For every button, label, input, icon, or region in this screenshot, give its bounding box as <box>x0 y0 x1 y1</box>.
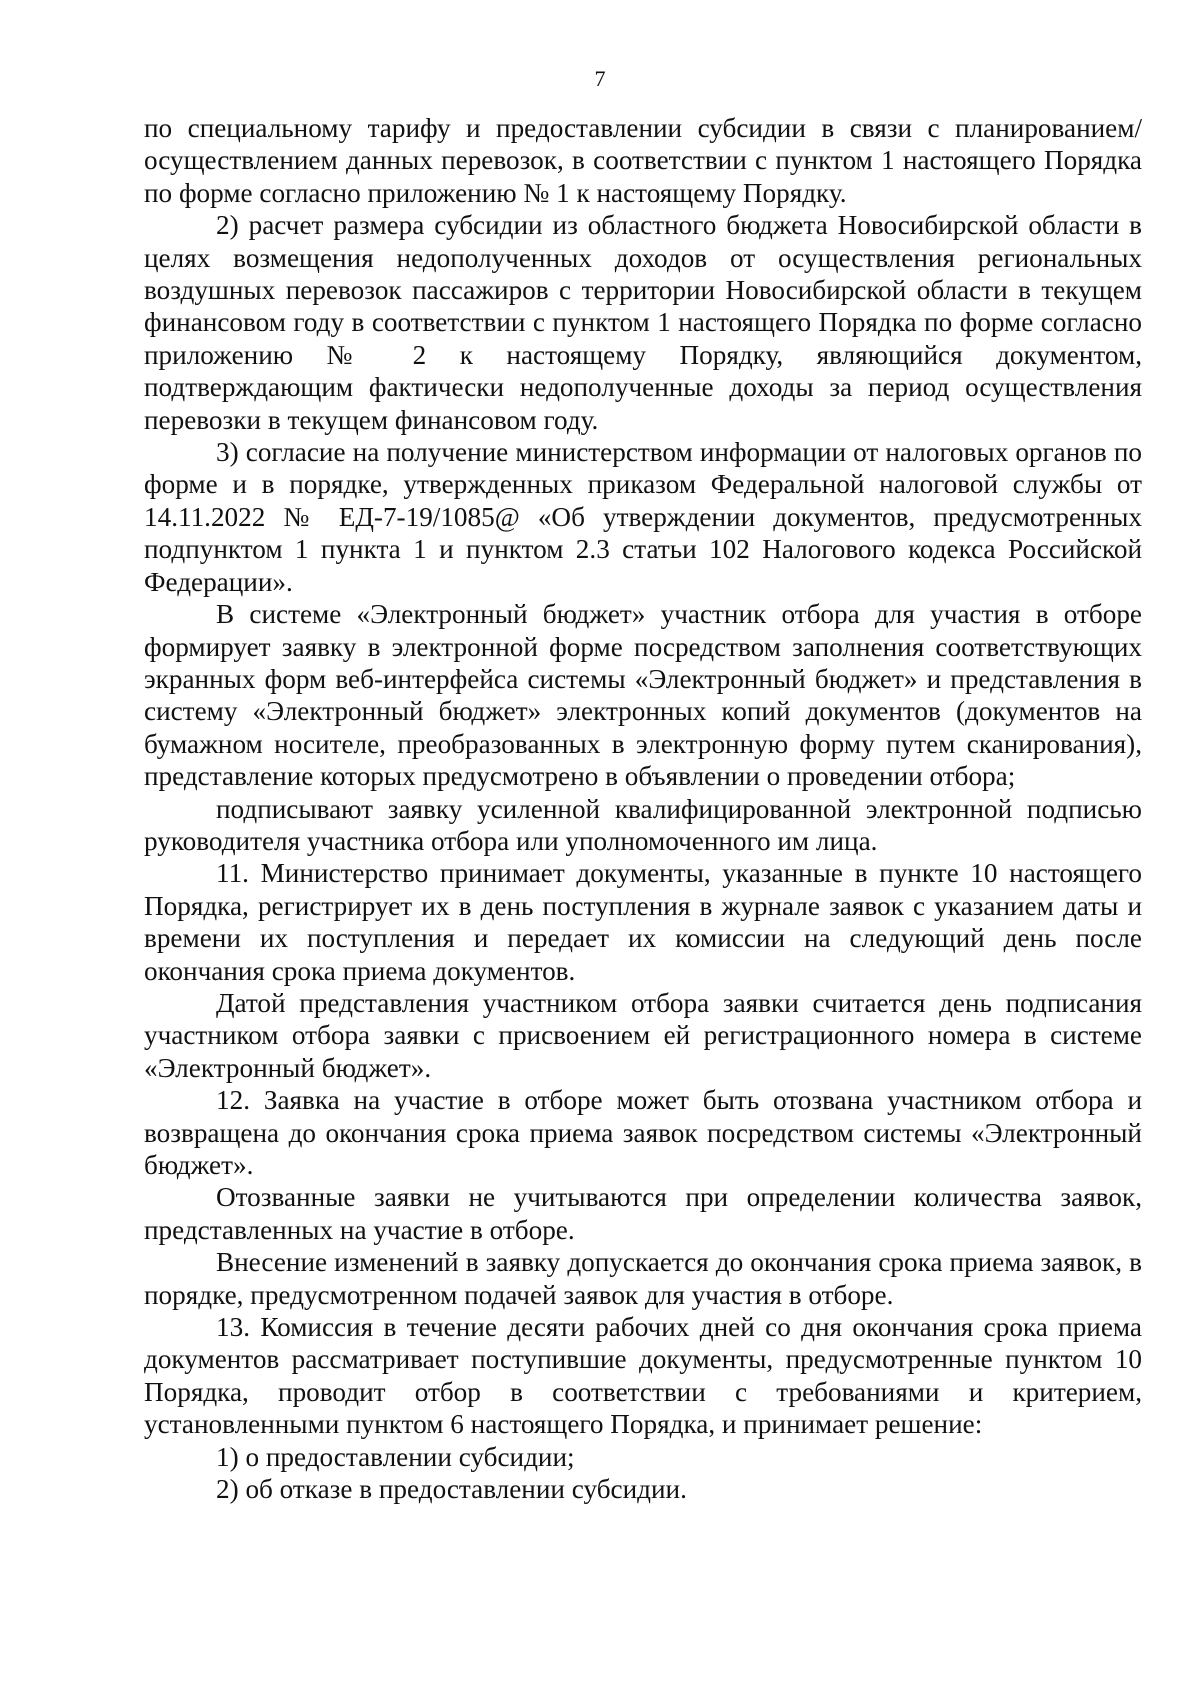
paragraph-clause-12: 12. Заявка на участие в отборе может быть отозвана участником отбора и возвращена до окончания срока приема заявок посредством системы «Электронный бюджет». <box>144 1085 1142 1180</box>
page-number: 7 <box>594 66 606 91</box>
paragraph-signature: подписывают заявку усиленной квалифицированной электронной подписью руководителя участника отбора или уполномоченного им лица. <box>144 793 1142 856</box>
paragraph-application-changes: Внесение изменений в заявку допускается до окончания срока приема заявок, в порядке, предусмотренном подачей заявок для участия в отборе. <box>144 1247 1142 1310</box>
paragraph-item-3: 3) согласие на получение министерством информации от налоговых органов по форме и в порядке, утвержденных приказом Федеральной налоговой службы от 14.11.2022 № ЕД-7-19/1085@ «Об утверждении документов, предусмотренных подпунктом 1 пункта 1 и пунктом 2.3 статьи 102 Налогового кодекса Российской Федерации». <box>144 437 1142 597</box>
paragraph-continuation: по специальному тарифу и предоставлении субсидии в связи с планированием/осуществлением данных перевозок, в соответствии с пунктом 1 настоящего Порядка по форме согласно приложению № 1 к настоящему Порядку. <box>144 113 1142 208</box>
paragraph-clause-11: 11. Министерство принимает документы, указанные в пункте 10 настоящего Порядка, регистрирует их в день поступления в журнале заявок с указанием даты и времени их поступления и передает их комиссии на следующий день после окончания срока приема документов. <box>144 858 1142 986</box>
paragraph-clause-13: 13. Комиссия в течение десяти рабочих дней со дня окончания срока приема документов рассматривает поступившие документы, предусмотренные пунктом 10 Порядка, проводит отбор в соответствии с требованиями и критерием, установленными пунктом 6 настоящего Порядка, и принимает решение: <box>144 1312 1142 1440</box>
paragraph-decision-1: 1) о предоставлении субсидии; <box>216 1441 575 1472</box>
document-body <box>144 112 1142 1505</box>
paragraph-decision-2: 2) об отказе в предоставлении субсидии. <box>216 1474 687 1505</box>
paragraph-item-2: 2) расчет размера субсидии из областного бюджета Новосибирской области в целях возмещения недополученных доходов от осуществления региональных воздушных перевозок пассажиров с территории Новосибирской области в текущем финансовом году в соответствии с пунктом 1 настоящего Порядка по форме согласно приложению № 2 к настоящему Порядку, являющийся документом, подтверждающим фактически недополученные доходы за период осуществления перевозки в текущем финансовом году. <box>144 210 1142 435</box>
paragraph-electronic-budget: В системе «Электронный бюджет» участник отбора для участия в отборе формирует заявку в электронной форме посредством заполнения соответствующих экранных форм веб-интерфейса системы «Электронный бюджет» и представления в систему «Электронный бюджет» электронных копий документов (документов на бумажном носителе, преобразованных в электронную форму путем сканирования), представление которых предусмотрено в объявлении о проведении отбора; <box>144 599 1142 792</box>
paragraph-withdrawn-applications: Отозванные заявки не учитываются при определении количества заявок, представленных на участие в отборе. <box>144 1182 1142 1245</box>
paragraph-submission-date: Датой представления участником отбора заявки считается день подписания участником отбора заявки с присвоением ей регистрационного номера в системе «Электронный бюджет». <box>144 987 1142 1083</box>
